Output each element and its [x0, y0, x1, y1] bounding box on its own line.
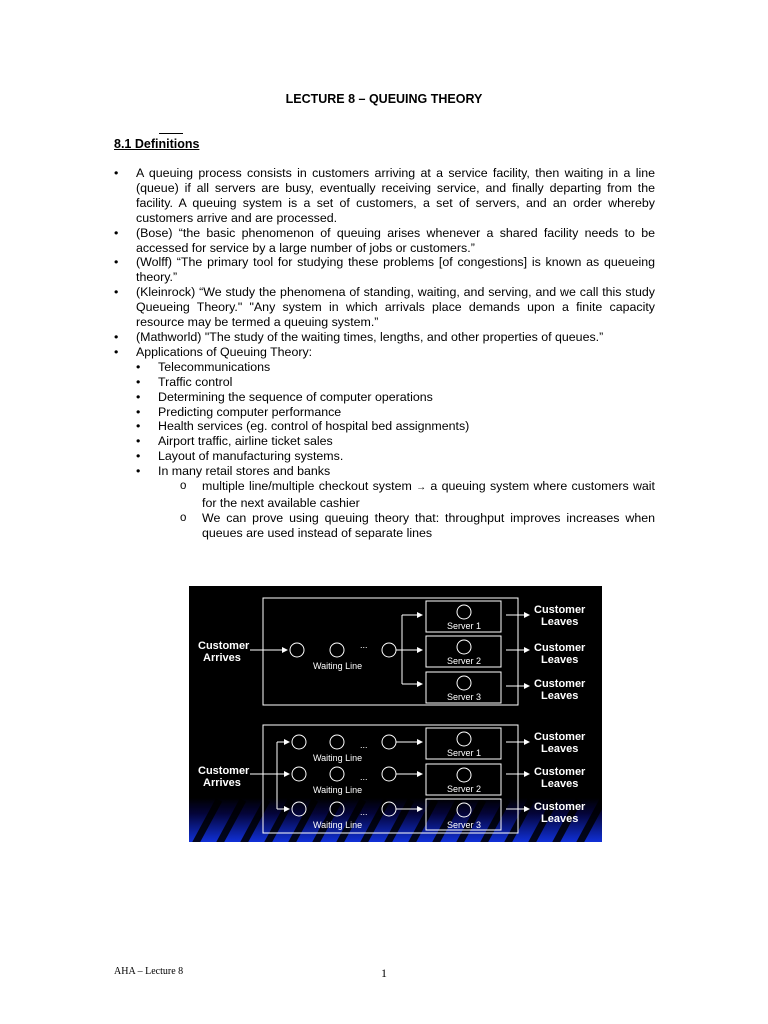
- list-item: • (Bose) “the basic phenomenon of queuing arises whenever a shared facility needs to be accessed for service by a large number of jobs or customers.”: [114, 226, 655, 256]
- page-title: LECTURE 8 – QUEUING THEORY: [285, 92, 483, 106]
- arrives-label: Arrives: [203, 777, 241, 789]
- retail-sublist: [136, 479, 655, 541]
- server-label: Server 2: [447, 656, 482, 666]
- waiting-line-label: Waiting Line: [313, 820, 363, 830]
- list-item: • Determining the sequence of computer operations: [136, 390, 655, 405]
- list-item: • Predicting computer performance: [136, 405, 655, 420]
- queue-ellipsis: ...: [360, 772, 368, 782]
- leaves-label: Customer: [534, 604, 586, 616]
- sub-item-text: a queuing system where customers wait for the next available cashier: [202, 479, 655, 510]
- list-item: • (Mathworld) "The study of the waiting times, lengths, and other properties of queues.”: [114, 330, 655, 345]
- leaves-label: Leaves: [541, 616, 579, 628]
- list-item: • Traffic control: [136, 375, 655, 390]
- list-item-applications: [114, 345, 655, 541]
- sub-list-item: [136, 479, 655, 511]
- server-label: Server 2: [447, 784, 482, 794]
- list-item: • Telecommunications: [136, 360, 655, 375]
- leaves-label: Leaves: [541, 743, 579, 755]
- sub-item-text: multiple line/multiple checkout system: [202, 479, 412, 494]
- leaves-label: Leaves: [541, 690, 579, 702]
- list-item: • Layout of manufacturing systems.: [136, 449, 655, 464]
- list-item: • (Kleinrock) “We study the phenomena of standing, waiting, and serving, and we call this study Queueing Theory." "Any system in which arrivals place demands upon a finite capacity resource may be termed a queuing system.”: [114, 285, 655, 330]
- applications-list: [136, 360, 655, 479]
- leaves-label: Leaves: [541, 778, 579, 790]
- list-item: • Airport traffic, airline ticket sales: [136, 434, 655, 449]
- server-label: Server 1: [447, 748, 482, 758]
- list-item: • Health services (eg. control of hospital bed assignments): [136, 419, 655, 434]
- leaves-label: Customer: [534, 642, 586, 654]
- leaves-label: Customer: [534, 731, 586, 743]
- list-item: • A queuing process consists in customers arriving at a service facility, then waiting in a line (queue) if all servers are busy, eventually receiving service, and finally departing from the facility. A queuing system is a set of customers, a set of servers, and an order whereby customers arrive and are processed.: [114, 166, 655, 226]
- leaves-label: Leaves: [541, 654, 579, 666]
- body-text: [114, 166, 655, 541]
- definitions-list: [114, 166, 655, 541]
- server-label: Server 3: [447, 692, 482, 702]
- queuing-diagram: [189, 586, 602, 842]
- queue-ellipsis: ...: [360, 740, 368, 750]
- page-number: 1: [381, 966, 387, 980]
- section-heading: 8.1 Definitions: [114, 137, 200, 151]
- queue-ellipsis: ...: [360, 640, 368, 650]
- leaves-label: Customer: [534, 766, 586, 778]
- waiting-line-label: Waiting Line: [313, 661, 363, 671]
- arrives-label: Customer: [198, 640, 250, 652]
- server-label: Server 3: [447, 820, 482, 830]
- leaves-label: Customer: [534, 678, 586, 690]
- list-item: • In many retail stores and banks: [136, 464, 655, 479]
- queue-ellipsis: ...: [360, 807, 368, 817]
- right-arrow-icon: →: [416, 482, 427, 494]
- sub-list-item: o We can prove using queuing theory that: throughput improves increases when queues are used instead of separate lines: [136, 511, 655, 541]
- waiting-line-label: Waiting Line: [313, 753, 363, 763]
- applications-label: Applications of Queuing Theory:: [136, 344, 313, 359]
- footer-label: AHA – Lecture 8: [114, 966, 184, 977]
- leaves-label: Customer: [534, 801, 586, 813]
- server-label: Server 1: [447, 621, 482, 631]
- arrives-label: Customer: [198, 765, 250, 777]
- leaves-label: Leaves: [541, 813, 579, 825]
- waiting-line-label: Waiting Line: [313, 785, 363, 795]
- section-overline: [159, 133, 183, 134]
- list-item: • (Wolff) “The primary tool for studying these problems [of congestions] is known as queueing theory.”: [114, 255, 655, 285]
- arrives-label: Arrives: [203, 652, 241, 664]
